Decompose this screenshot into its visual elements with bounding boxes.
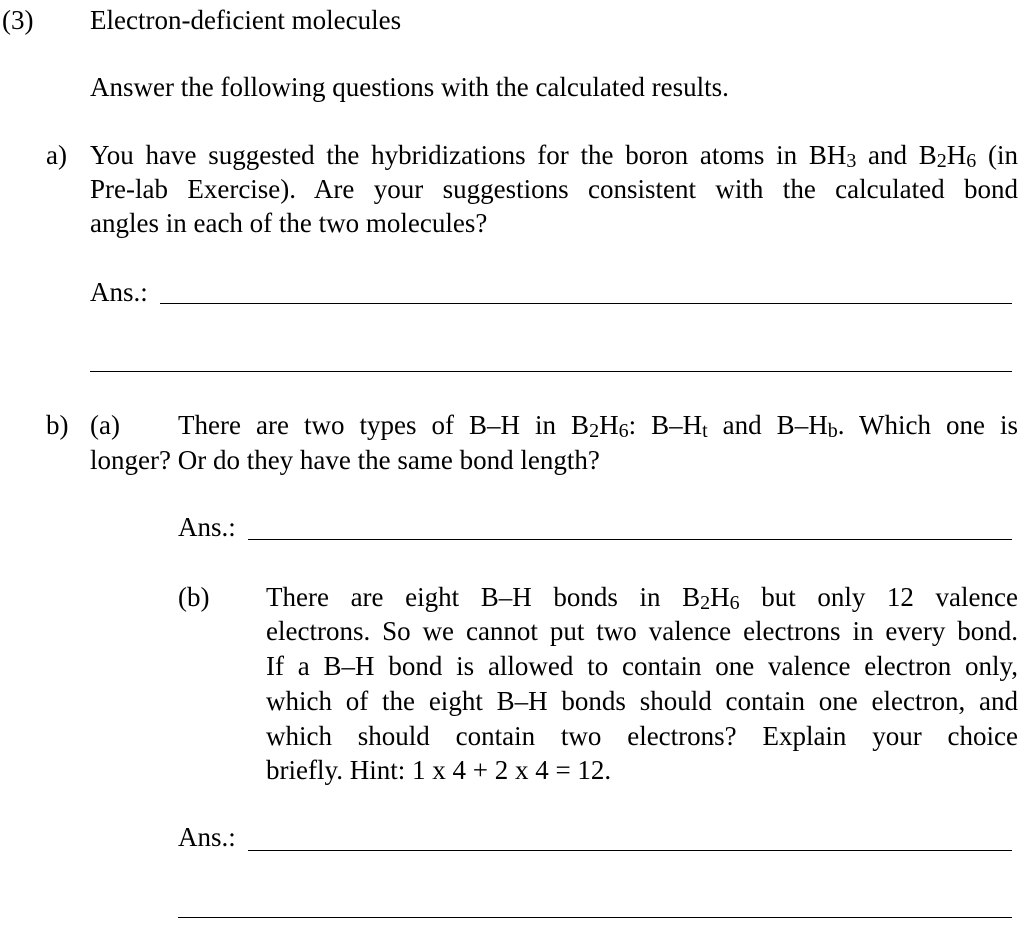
question-a-line-1: You have suggested the hybridizations for the boron atoms in $BH_3$ and $B_2H_6$ (in xyxy=(90,140,1018,172)
question-b-part-a-answer-label: Ans.: xyxy=(178,512,236,542)
question-b-part-b-marker: (b) xyxy=(178,582,210,612)
question-b-part-b-line-6: briefly. Hint: 1 x 4 + 2 x 4 = 12. xyxy=(266,755,612,785)
question-b-marker: b) xyxy=(46,410,69,440)
question-b-part-a-answer-line[interactable] xyxy=(248,539,1012,540)
question-b-part-b-answer-label: Ans.: xyxy=(178,822,236,852)
question-a-marker: a) xyxy=(46,140,67,170)
question-b-part-b-line-5: which should contain two electrons? Explain your choice xyxy=(266,721,1018,751)
question-b-part-a-line-1: There are two types of B–H in $B_2H_6$: $B-H_t$ and $B-H_b$. Which one is xyxy=(178,410,1018,442)
section-title: Electron-deficient molecules xyxy=(90,5,402,35)
question-a-answer-line-1[interactable] xyxy=(160,303,1012,304)
question-a-line-2: Pre-lab Exercise). Are your suggestions consistent with the calculated bond xyxy=(90,174,1018,204)
question-b-part-b-line-2: electrons. So we cannot put two valence electrons in every bond. xyxy=(266,616,1018,646)
question-b-part-b-answer-line-2[interactable] xyxy=(178,917,1012,918)
section-number: (3) xyxy=(2,5,34,35)
question-a-answer-label: Ans.: xyxy=(90,277,148,307)
question-a-answer-line-2[interactable] xyxy=(90,371,1012,372)
question-b-part-b-line-1: There are eight B–H bonds in $B_2H_6$ but only 12 valence xyxy=(266,582,1018,614)
question-b-part-a-line-2: longer? Or do they have the same bond length? xyxy=(90,445,600,475)
question-b-part-b-line-4: which of the eight B–H bonds should contain one electron, and xyxy=(266,686,1018,716)
question-b-part-a-marker: (a) xyxy=(90,410,120,440)
section-intro: Answer the following questions with the calculated results. xyxy=(90,72,729,102)
question-b-part-b-answer-line-1[interactable] xyxy=(248,850,1012,851)
question-a-line-3: angles in each of the two molecules? xyxy=(90,208,488,238)
question-b-part-b-line-3: If a B–H bond is allowed to contain one valence electron only, xyxy=(266,651,1018,681)
